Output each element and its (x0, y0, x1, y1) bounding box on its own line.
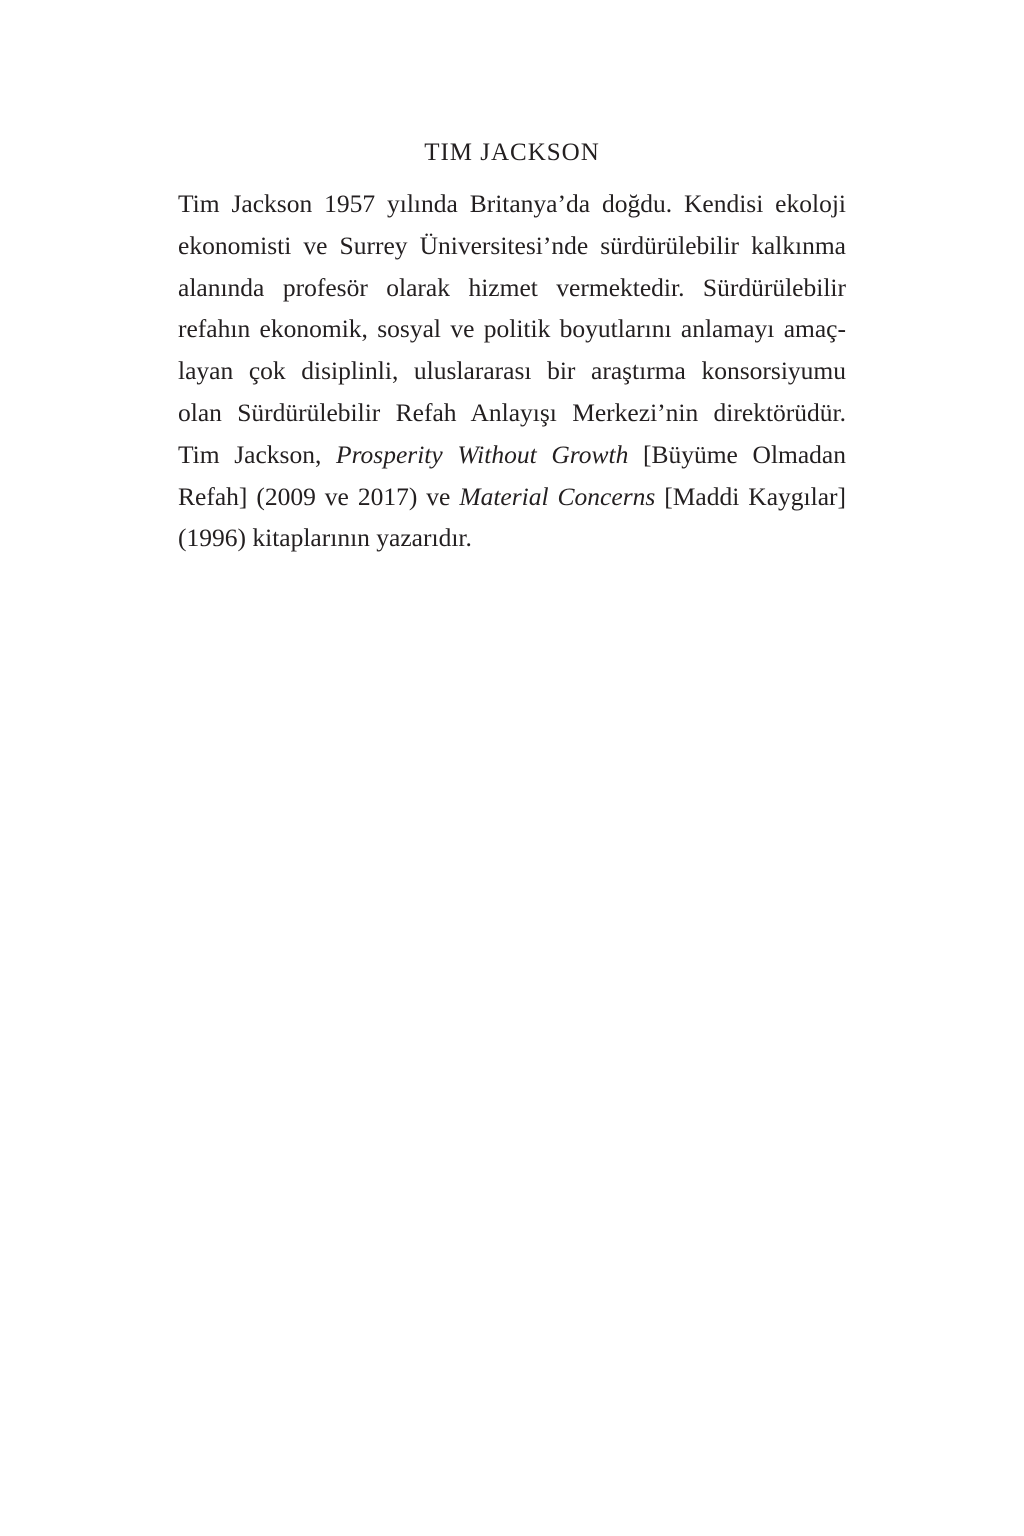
book-title-prosperity-without-growth: Prosperity Without Growth (336, 439, 629, 469)
book-title-material-concerns: Material Concerns (459, 481, 656, 511)
author-biography (178, 183, 846, 559)
bio-line-7-start: Tim Jackson, (178, 439, 336, 469)
bio-line-8 (178, 476, 846, 518)
bio-line-5: layan çok disiplinli, uluslararası bir araştırma konsorsiyumu (178, 356, 846, 386)
author-heading: TIM JACKSON (424, 139, 600, 166)
bio-line-1: Tim Jackson 1957 yılında Britanya’da doğdu. Kendisi ekoloji (178, 189, 846, 218)
bio-line-2: ekonomisti ve Surrey Üniversitesi’nde sürdürülebilir kalkınma (178, 230, 846, 260)
bio-line-8-start: Refah] (2009 ve 2017) ve (178, 481, 460, 511)
bio-line-4: refahın ekonomik, sosyal ve politik boyutlarını anlamayı amaç- (178, 314, 846, 344)
bio-line-7-end: [Büyüme Olmadan (628, 439, 846, 469)
bio-line-9: (1996) kitaplarının yazarıdır. (178, 523, 472, 553)
bio-line-7 (178, 434, 846, 476)
bio-line-6: olan Sürdürülebilir Refah Anlayışı Merkezi’nin direktörüdür. (178, 397, 846, 427)
bio-line-3: alanında profesör olarak hizmet vermektedir. Sürdürülebilir (178, 272, 846, 302)
bio-line-8-end: [Maddi Kaygılar] (655, 481, 847, 511)
